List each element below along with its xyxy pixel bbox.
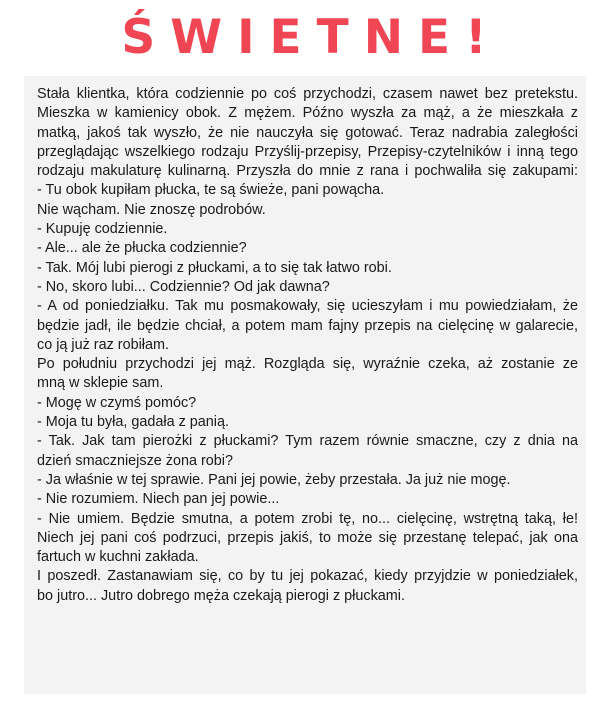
story-line: - Ja właśnie w tej sprawie. Pani jej powie, żeby przestała. Ja już nie mogę. — [37, 471, 511, 488]
story-line: - Nie rozumiem. Niech pan jej powie... — [37, 491, 280, 508]
story-line: rodzaju makulaturę kulinarną. Przyszła do mnie z rana i pochwaliła się zakupami: — [37, 163, 578, 180]
story-line: dzień smaczniejsze żona robi? — [37, 452, 233, 469]
story-line: I poszedł. Zastanawiam się, co by tu jej pokazać, kiedy przyjdzie w poniedziałek, — [37, 568, 578, 585]
story-line: Nie wącham. Nie znoszę podrobów. — [37, 201, 266, 218]
story-line: - Kupuję codziennie. — [37, 221, 168, 238]
page-title: ŚWIETNE! — [121, 9, 502, 65]
story-line: co ją już raz robiłam. — [37, 336, 169, 353]
story-line: matką, jakoś tak wyszło, że nie nauczyła się gotować. Teraz nadrabia zaległości — [37, 124, 578, 141]
story-line: - Mogę w czymś pomóc? — [37, 394, 197, 411]
story-line: - No, skoro lubi... Codziennie? Od jak dawna? — [37, 278, 330, 295]
story-line: - Ale... ale że płucka codziennie? — [37, 240, 247, 257]
story-line: fartuch w kuchni zakłada. — [37, 549, 199, 566]
story-line: przeglądając wszelkiego rodzaju Przyślij-przepisy, Przepisy-czytelników i inną tego — [37, 143, 578, 160]
story-line: - Tu obok kupiłam płucka, te są świeże, pani powącha. — [37, 182, 385, 199]
story-text-box — [24, 76, 586, 694]
header — [0, 0, 608, 74]
story-line: Niech jej pani coś podrzuci, przepis jakiś, to może się przestanę telepać, jak ona — [37, 529, 578, 546]
story-line: bo jutro... Jutro dobrego męża czekają pierogi z płuckami. — [37, 587, 405, 604]
story-line: będzie jadł, ile będzie chciał, a potem mam fajny przepis na cielęcinę w galarecie, — [37, 317, 578, 334]
story-line: Stała klientka, która codziennie po coś przychodzi, czasem nawet bez pretekstu. — [37, 86, 578, 102]
story-line: - Moja tu była, gadała z panią. — [37, 414, 229, 431]
story-line: mną w sklepie sam. — [37, 375, 164, 392]
story-line: Mieszka w kamienicy obok. Z mężem. Późno wyszła za mąż, a że mieszkała z — [37, 105, 578, 122]
story-line: - Tak. Jak tam pierożki z płuckami? Tym razem równie smaczne, czy z dnia na — [37, 433, 578, 450]
story-line: - A od poniedziałku. Tak mu posmakowały, się ucieszyłam i mu powiedziałam, że — [37, 298, 578, 315]
story-line: - Nie umiem. Będzie smutna, a potem zrobi tę, no... cielęcinę, wstrętną taką, łe! — [37, 510, 578, 527]
story-line: Po południu przychodzi jej mąż. Rozgląda się, wyraźnie czeka, aż zostanie ze — [37, 356, 578, 373]
story-line: - Tak. Mój lubi pierogi z płuckami, a to się tak łatwo robi. — [37, 259, 392, 276]
